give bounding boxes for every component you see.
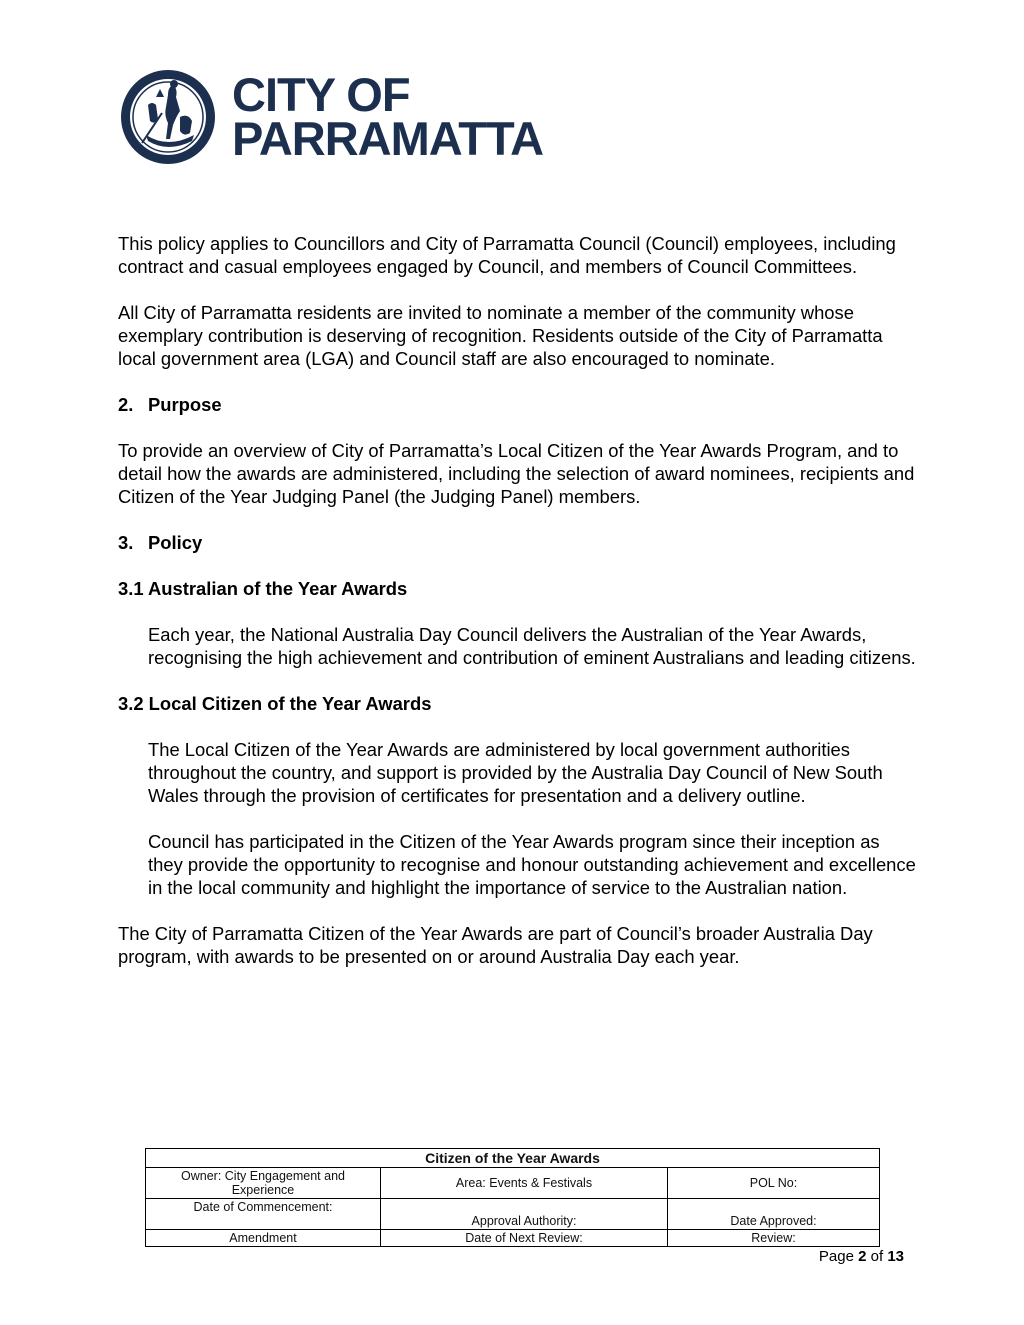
- logo-wordmark: [232, 68, 544, 165]
- parramatta-seal-icon: [118, 67, 218, 167]
- subsection-3-1-paragraph: Each year, the National Australia Day Council delivers the Australian of the Year Awards, recognising the high achievement and contribution of eminent Australians and leading citizens.: [148, 624, 916, 668]
- section-title: Purpose: [148, 394, 222, 415]
- table-title: Citizen of the Year Awards: [146, 1149, 880, 1168]
- subsection-heading-3-2: 3.2 Local Citizen of the Year Awards: [118, 693, 432, 714]
- subsection-3-2-paragraph-2: Council has participated in the Citizen of the Year Awards program since their inception as they provide the opportunity to recognise and honour outstanding achievement and excellence in the local community and highlight the importance of service to the Australian nation.: [148, 831, 916, 898]
- logo-line-1: CITY OF: [232, 68, 410, 121]
- amendment-cell: Amendment: [146, 1230, 381, 1247]
- date-commencement-cell: Date of Commencement:: [146, 1199, 381, 1230]
- closing-paragraph: The City of Parramatta Citizen of the Year Awards are part of Council’s broader Australia Day program, with awards to be presented on or around Australia Day each year.: [118, 923, 873, 967]
- city-of-parramatta-logo: [118, 67, 558, 171]
- date-approved-cell: Date Approved:: [668, 1199, 880, 1230]
- owner-cell: Owner: City Engagement and Experience: [146, 1168, 381, 1199]
- page-prefix: Page: [818, 1248, 854, 1265]
- section-heading-purpose: [118, 393, 918, 416]
- page-of: of: [870, 1248, 884, 1265]
- document-body: [118, 232, 918, 968]
- approval-authority-cell: Approval Authority:: [381, 1199, 668, 1230]
- section-title: Policy: [148, 532, 203, 553]
- review-cell: Review:: [668, 1230, 880, 1247]
- section-heading-policy: [118, 531, 918, 554]
- section-number: 2.: [118, 394, 134, 415]
- subsection-heading-3-1: 3.1 Australian of the Year Awards: [118, 578, 408, 599]
- intro-paragraph-1: This policy applies to Councillors and City of Parramatta Council (Council) employees, including contract and casual employees engaged by Council, and members of Council Committees.: [118, 233, 896, 277]
- logo-line-2: PARRAMATTA: [232, 112, 544, 165]
- page-number: [819, 1248, 904, 1265]
- document-control-table: [145, 1148, 880, 1247]
- intro-paragraph-2: All City of Parramatta residents are invited to nominate a member of the community whose exemplary contribution is deserving of recognition. Residents outside of the City of Parramatta local government area (LGA) and Council staff are also encouraged to nominate.: [118, 302, 883, 369]
- subsection-3-2-paragraph-1: The Local Citizen of the Year Awards are administered by local government authorities throughout the country, and support is provided by the Australia Day Council of New South Wales through the provision of certificates for presentation and a delivery outline.: [148, 739, 883, 806]
- date-next-review-cell: Date of Next Review:: [381, 1230, 668, 1247]
- page-total: 13: [887, 1248, 904, 1265]
- pol-no-cell: POL No:: [668, 1168, 880, 1199]
- area-cell: Area: Events & Festivals: [381, 1168, 668, 1199]
- purpose-paragraph: To provide an overview of City of Parramatta’s Local Citizen of the Year Awards Program, and to detail how the awards are administered, including the selection of award nominees, recipients and Citizen of the Year Judging Panel (the Judging Panel) members.: [118, 440, 915, 507]
- section-number: 3.: [118, 532, 134, 553]
- page-current: 2: [858, 1248, 867, 1265]
